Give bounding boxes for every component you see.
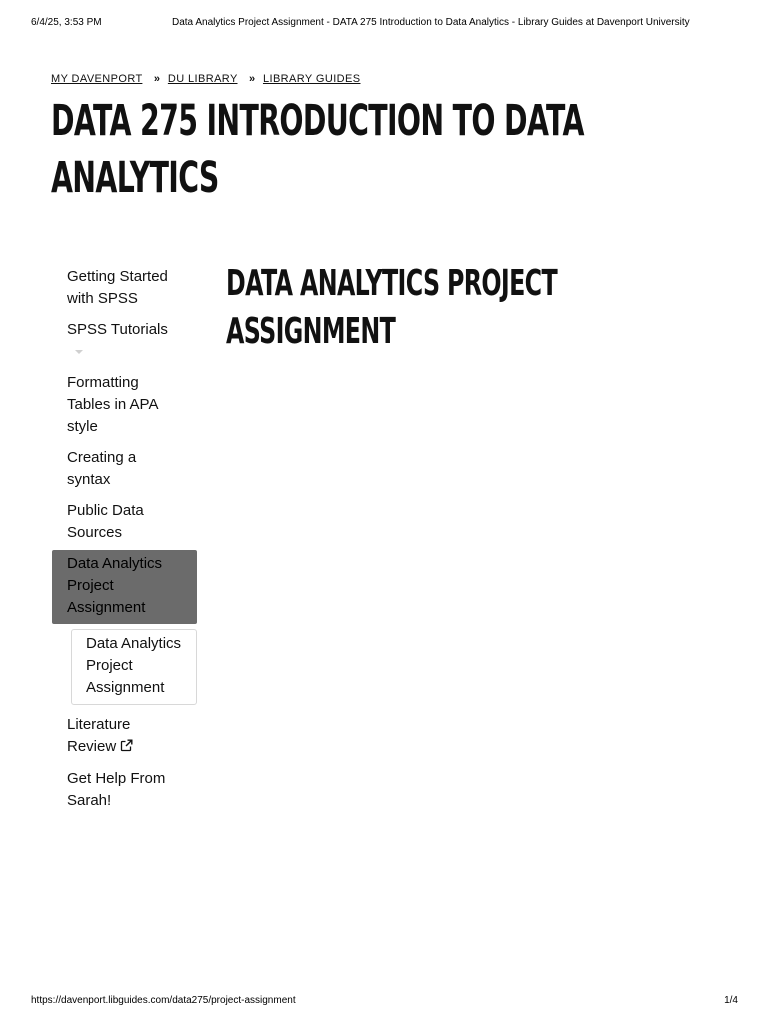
- breadcrumb-separator: »: [248, 73, 256, 85]
- sidebar-item-label: Get Help From Sarah!: [67, 770, 166, 809]
- subnav-item-project-assignment[interactable]: Data Analytics Project Assignment: [86, 635, 182, 696]
- sidebar-item-getting-started[interactable]: [52, 263, 197, 315]
- sidebar-item-formatting-tables[interactable]: [52, 369, 197, 443]
- sidebar-nav: [52, 263, 197, 818]
- print-page-number: 1/4: [724, 995, 738, 1006]
- sidebar-item-label: SPSS Tutorials: [67, 321, 168, 338]
- sidebar-subnav: [71, 629, 197, 705]
- chevron-down-icon[interactable]: [75, 350, 83, 354]
- external-link-icon: [120, 737, 133, 759]
- print-url: https://davenport.libguides.com/data275/project-assignment: [31, 995, 296, 1006]
- sidebar-item-label: Literature Review: [67, 716, 131, 755]
- breadcrumb: [51, 73, 360, 85]
- guide-title: DATA 275 INTRODUCTION TO DATA ANALYTICS: [51, 96, 584, 203]
- breadcrumb-separator: »: [153, 73, 161, 85]
- print-document-title: Data Analytics Project Assignment - DATA 275 Introduction to Data Analytics - Library Guides at Davenport University: [172, 17, 690, 28]
- sidebar-item-label: Public Data Sources: [67, 502, 144, 541]
- sidebar-item-label: Creating a syntax: [67, 449, 137, 488]
- print-datetime: 6/4/25, 3:53 PM: [31, 17, 102, 28]
- sidebar-item-label: Data Analytics Project Assignment: [67, 555, 163, 616]
- sidebar-item-spss-tutorials[interactable]: [52, 316, 197, 368]
- sidebar-item-literature-review[interactable]: [52, 711, 197, 764]
- breadcrumb-du-library[interactable]: DU LIBRARY: [167, 73, 238, 85]
- sidebar-item-label: Formatting Tables in APA style: [67, 374, 158, 435]
- sidebar-item-creating-syntax[interactable]: [52, 444, 197, 496]
- breadcrumb-library-guides[interactable]: LIBRARY GUIDES: [262, 73, 361, 85]
- sidebar-item-get-help[interactable]: [52, 765, 197, 817]
- breadcrumb-my-davenport[interactable]: MY DAVENPORT: [51, 73, 143, 85]
- page-title: DATA ANALYTICS PROJECT ASSIGNMENT: [226, 263, 558, 352]
- sidebar-item-label: Getting Started with SPSS: [67, 268, 168, 307]
- sidebar-item-public-data-sources[interactable]: [52, 497, 197, 549]
- sidebar-item-project-assignment[interactable]: [52, 550, 197, 624]
